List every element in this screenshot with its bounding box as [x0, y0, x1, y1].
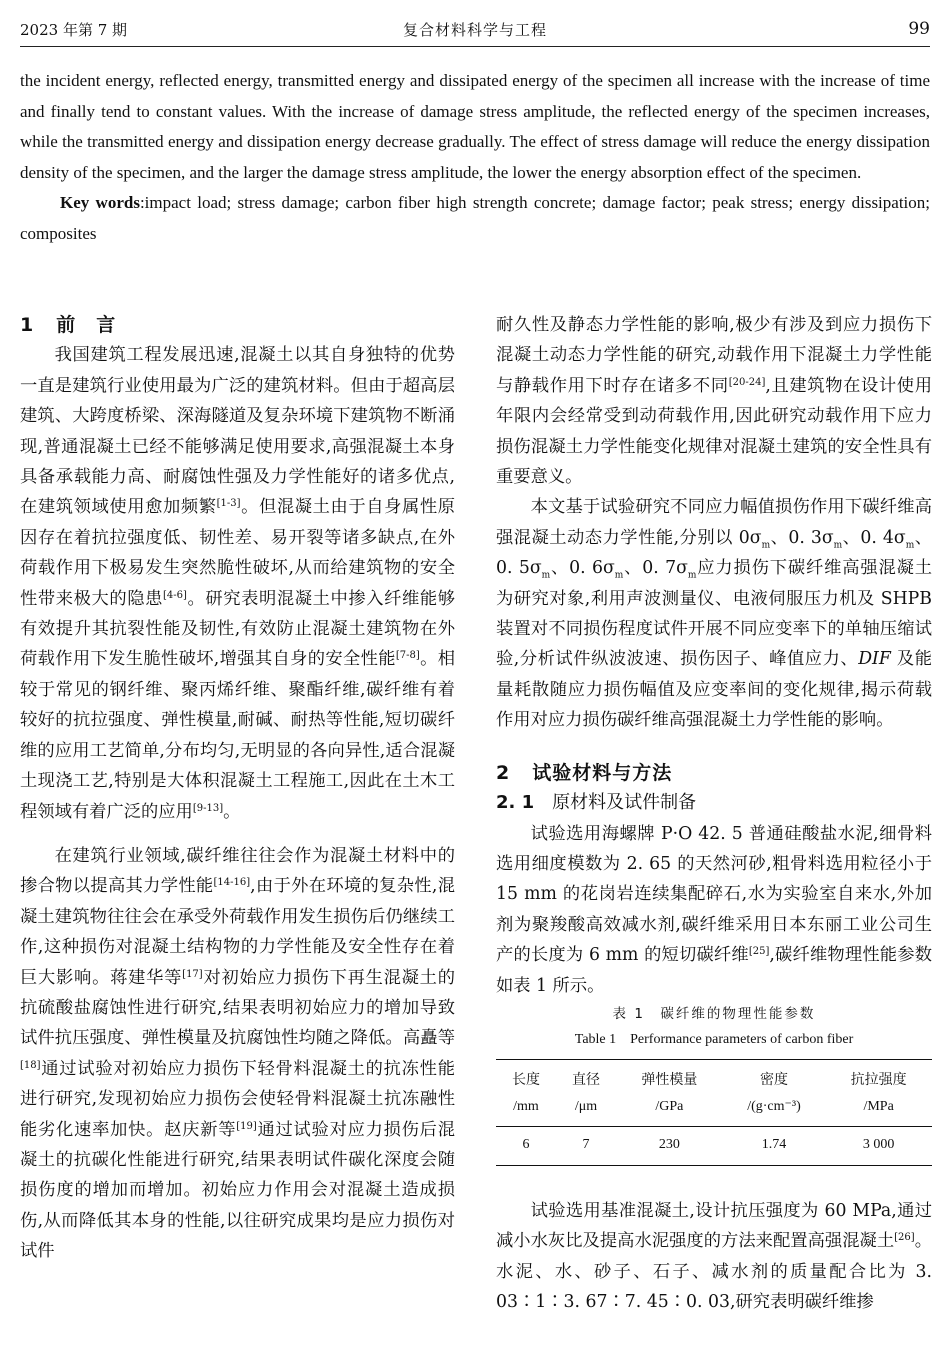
section-2-number: 2 — [496, 761, 511, 784]
section-1-number: 1 — [20, 314, 35, 336]
abstract-text: the incident energy, reflected energy, transmitted energy and dissipated energy of the specimen all increase with the increase of time and finally tend to constant values. With the increase of damage stress amplitude, the reflected energy of the specimen increases, while the transmitted energy and dissipation energy decrease gradually. The effect of stress damage will reduce the energy dissipation density of the specimen, and the larger the damage stress amplitude, the lower the energy absorption effect of the specimen. — [20, 71, 930, 182]
citation: [14-16] — [213, 877, 251, 889]
header-divider — [20, 46, 930, 47]
keywords-line — [20, 188, 930, 249]
table-caption-en: Table 1 Performance parameters of carbon fiber — [574, 1031, 854, 1047]
section-2-title: 试验材料与方法 — [532, 761, 673, 784]
subsection-title: 原材料及试件制备 — [552, 792, 697, 814]
citation: [18] — [20, 1059, 41, 1071]
col-unit: /GPa — [616, 1094, 723, 1127]
col-header: 直径 — [556, 1059, 616, 1094]
table-row — [496, 1126, 932, 1165]
table-cell: 3 000 — [825, 1126, 932, 1165]
intro-paragraph-2: 在建筑行业领域,碳纤维往往会作为混凝土材料中的掺合物以提高其力学性能[14-16],由于外在环境的复杂性,混凝土建筑物往往会在承受外荷载作用发生损伤后仍继续工作,这种损伤对混凝土结构物的力学性能及安全性存在着巨大影响。蒋建华等[17]对初始应力损伤下再生混凝土的抗硫酸盐腐蚀性进行研究,结果表明初始应力的增加导致试件抗压强度、弹性模量及抗腐蚀性均随之降低。高矗等[18]通过试验对初始应力损伤下轻骨料混凝土的抗冻性能进行研究,发现初始应力损伤会使轻骨料混凝土抗冻融性能劣化速率加快。赵庆新等[19]通过试验对应力损伤后混凝土的抗碳化性能进行研究,结果表明试件碳化深度会随损伤度的增加而增加。初始应力作用会对混凝土造成损伤,从而降低其本身的性能,以往研究成果均是应力损伤对试件 — [20, 845, 455, 1262]
keywords-label: Key words — [60, 193, 140, 213]
citation: [9-13] — [192, 802, 224, 814]
citation: [26] — [894, 1232, 915, 1244]
intro-paragraph-1: 我国建筑工程发展迅速,混凝土以其自身独特的优势一直是建筑行业使用最为广泛的建筑材料。但由于超高层建筑、大跨度桥梁、深海隧道及复杂环境下建筑物不断涌现,普通混凝土已经不能够满足使用要求,高强混凝土本身具备承载能力高、耐腐蚀性强及力学性能好的诸多优点,在建筑领域使用愈加频繁[1-3]。但混凝土由于自身属性原因存在着抗拉强度低、韧性差、易开裂等诸多缺点,在外荷载作用下极易发生突然脆性破坏,从而给建筑物的安全性带来极大的隐患[4-6]。研究表明混凝土中掺入纤维能够有效提升其抗裂性能及韧性,有效防止混凝土建筑物在外荷载作用下发生脆性破坏,增强其自身的安全性能[7-8]。相较于常见的钢纤维、聚丙烯纤维、聚酯纤维,碳纤维有着较好的抗拉强度、弹性模量,耐碱、耐热等性能,短切碳纤维的应用工艺简单,分布均匀,无明显的各向异性,适合混凝土现浇工艺,特别是大体积混凝土工程施工,因此在土木工程领域有着广泛的应用[9-13]。 — [20, 345, 455, 822]
page-number: 99 — [908, 19, 930, 39]
section-2-heading — [496, 758, 932, 788]
materials-paragraph: 试验选用海螺牌 P·O 42. 5 普通硅酸盐水泥,细骨料选用细度模数为 2. 65 的天然河砂,粗骨料选用粒径小于 15 mm 的花岗岩连续集配碎石,水为实验室自来水,外加剂为聚羧酸高效减水剂,碳纤维采用日本东丽工业公司生产的长度为 6 mm 的短切碳纤维[25],碳纤维物理性能参数如表 1 所示。 — [496, 823, 933, 996]
section-1-heading — [20, 310, 455, 340]
journal-title: 复合材料科学与工程 — [402, 20, 547, 39]
section-1-title: 前 言 — [56, 314, 117, 336]
col-header: 长度 — [496, 1059, 556, 1094]
running-header — [20, 14, 930, 44]
left-column — [20, 310, 455, 1267]
citation: [4-6] — [162, 589, 187, 601]
col-unit: /mm — [496, 1094, 556, 1127]
col-unit: /MPa — [825, 1094, 932, 1127]
table-caption-zh: 表 1 碳纤维的物理性能参数 — [612, 1005, 816, 1022]
citation: [25] — [748, 946, 770, 958]
citation: [17] — [182, 968, 203, 980]
mix-design-paragraph: 试验选用基准混凝土,设计抗压强度为 60 MPa,通过减小水灰比及提高水泥强度的方法来配置高强混凝土[26]。水泥、水、砂子、石子、减水剂的质量配合比为 3. 03∶1∶3. 67∶7. 45∶0. 03,研究表明碳纤维掺 — [496, 1200, 932, 1313]
subsection-number: 2. 1 — [496, 792, 535, 814]
intro-paragraph-3: 本文基于试验研究不同应力幅值损伤作用下碳纤维高强混凝土动态力学性能,分别以 $0\sigma_m$、0. $3\sigma_m$、0. $4\sigma_m$、0. $5\sigma_m$、0. $6\sigma_m$、0. $7\sigma_m$应力损伤下碳纤维高强混凝土为研究对象,利用声波测量仪、电液伺服压力机及 SHPB 装置对不同损伤程度试件开展不同应变率下的单轴压缩试验,分析试件纵波波速、损伤因子、峰值应力、DIF 及能量耗散随应力损伤幅值及应变率间的变化规律,揭示荷载作用对应力损伤碳纤维高强混凝土力学性能的影响。 — [496, 497, 933, 731]
abstract-continuation — [20, 66, 930, 250]
col-header: 密度 — [723, 1059, 826, 1094]
carbon-fiber-table — [496, 1059, 932, 1166]
citation: [1-3] — [216, 498, 241, 510]
right-column — [496, 310, 932, 1318]
col-unit: /(g·cm⁻³) — [723, 1094, 826, 1127]
citation: [19] — [236, 1120, 257, 1132]
keywords-list: :impact load; stress damage; carbon fiber high strength concrete; damage factor; peak stress; energy dissipation; composites — [20, 193, 930, 243]
table-cell: 230 — [616, 1126, 723, 1165]
col-header: 抗拉强度 — [825, 1059, 932, 1094]
col-header: 弹性模量 — [616, 1059, 723, 1094]
table-cell: 7 — [556, 1126, 616, 1165]
intro-paragraph-2-continued: 耐久性及静态力学性能的影响,极少有涉及到应力损伤下混凝土动态力学性能的研究,动载作用下混凝土力学性能与静载作用下时存在诸多不同[20-24],且建筑物在设计使用年限内会经常受到动荷载作用,因此研究动载作用下应力损伤混凝土力学性能变化规律对混凝土建筑的安全性具有重要意义。 — [496, 315, 932, 488]
col-unit: /μm — [556, 1094, 616, 1127]
citation: [7-8] — [395, 650, 420, 662]
issue-label: 2023 年第 7 期 — [20, 20, 128, 39]
citation: [20-24] — [728, 376, 766, 388]
subsection-2-1-heading — [496, 788, 932, 818]
table-cell: 6 — [496, 1126, 556, 1165]
table-cell: 1.74 — [723, 1126, 826, 1165]
